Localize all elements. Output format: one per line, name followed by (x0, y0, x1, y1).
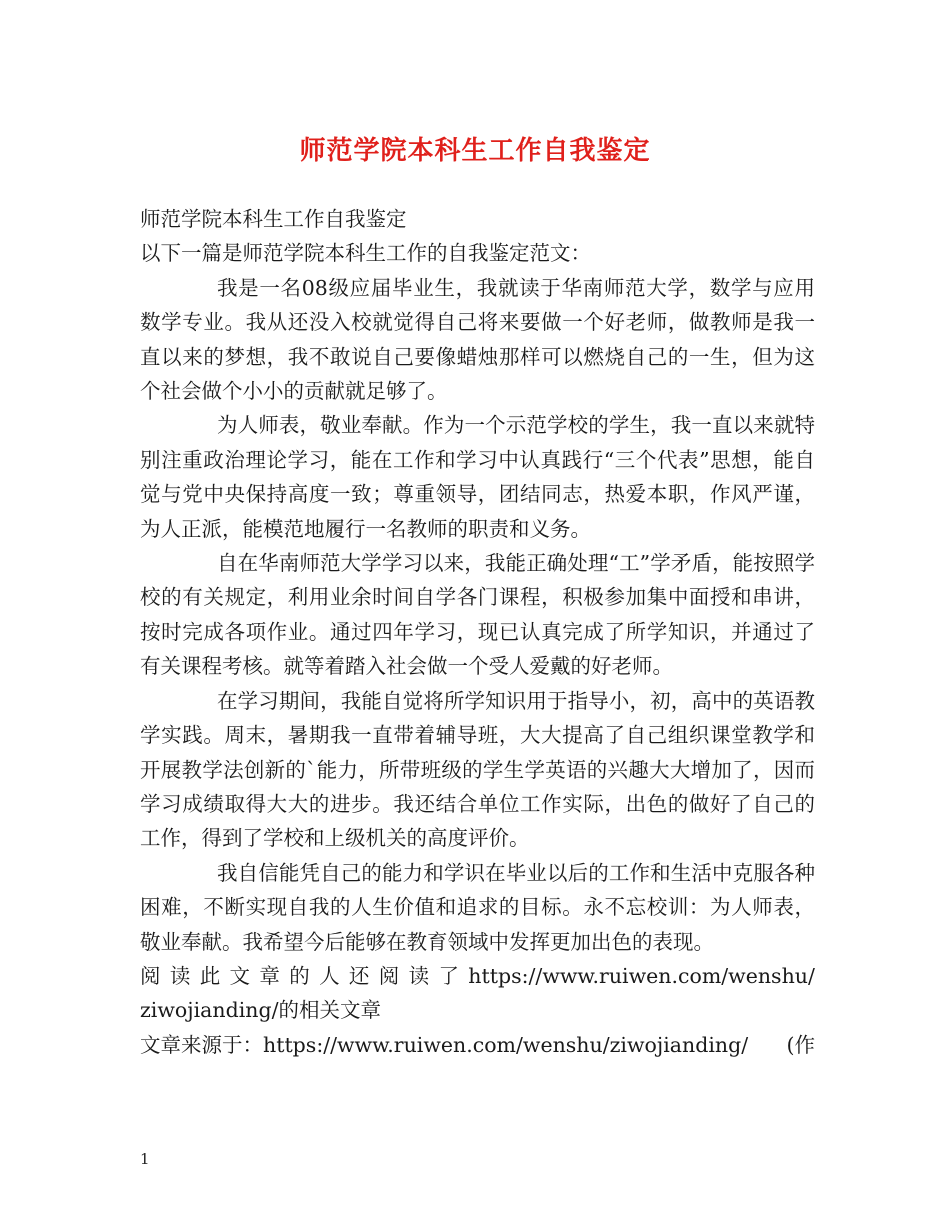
source-text: 文章来源于：https://www.ruiwen.com/wenshu/ziwojianding/ (140, 1032, 749, 1057)
document-body (140, 202, 815, 1062)
paragraph-3: 自在华南师范大学学习以来，我能正确处理“工”学矛盾，能按照学校的有关规定，利用业余时间自学各门课程，积极参加集中面授和串讲，按时完成各项作业。通过四年学习，现已认真完成了所学知识，并通过了有关课程考核。就等着踏入社会做一个受人爱戴的好老师。 (140, 551, 815, 679)
document-title: 师范学院本科生工作自我鉴定 (299, 136, 651, 166)
paragraph-1: 我是一名08级应届毕业生，我就读于华南师范大学，数学与应用数学专业。我从还没入校就觉得自己将来要做一个好老师，做教师是我一直以来的梦想，我不敢说自己要像蜡烛那样可以燃烧自己的一生，但为这个社会做个小小的贡献就足够了。 (140, 275, 815, 404)
related-articles-line-2: ziwojianding/的相关文章 (140, 998, 381, 1023)
paragraph-2: 为人师表，敬业奉献。作为一个示范学校的学生，我一直以来就特别注重政治理论学习，能在工作和学习中认真践行“三个代表”思想，能自觉与党中央保持高度一致；尊重领导，团结同志，热爱本职，作风严谨，为人正派，能模范地履行一名教师的职责和义务。 (140, 413, 815, 541)
related-word: 了 (438, 963, 459, 988)
paragraph-5: 我自信能凭自己的能力和学识在毕业以后的工作和生活中克服各种困难，不断实现自我的人生价值和追求的目标。永不忘校训：为人师表，敬业奉献。我希望今后能够在教育领域中发挥更加出色的表现。 (140, 860, 815, 954)
related-word: 人 (319, 963, 340, 988)
source-line (140, 1028, 815, 1062)
source-suffix: (作 (786, 1032, 815, 1057)
related-word: 阅 (140, 963, 161, 988)
related-url-link[interactable]: https://www.ruiwen.com/wenshu/ (468, 963, 815, 988)
page-number: 1 (140, 1150, 150, 1168)
related-word: 的 (289, 963, 310, 988)
related-word: 阅 (378, 963, 400, 988)
related-word: 文 (229, 963, 251, 988)
related-word: 章 (259, 963, 280, 988)
subtitle-line: 师范学院本科生工作自我鉴定 (140, 207, 407, 231)
related-word: 读 (169, 963, 191, 988)
paragraph-4: 在学习期间，我能自觉将所学知识用于指导小，初，高中的英语教学实践。周末，暑期我一直带着辅导班，大大提高了自己组织课堂教学和开展教学法创新的`能力，所带班级的学生学英语的兴趣大大增加了，因而学习成绩取得大大的进步。我还结合单位工作实际，出色的做好了自己的工作，得到了学校和上级机关的高度评价。 (140, 688, 815, 851)
related-word: 此 (199, 963, 221, 988)
related-articles-line (140, 959, 815, 993)
intro-line: 以下一篇是师范学院本科生工作的自我鉴定范文： (140, 241, 591, 266)
related-word: 还 (348, 963, 370, 988)
related-word: 读 (408, 963, 430, 988)
